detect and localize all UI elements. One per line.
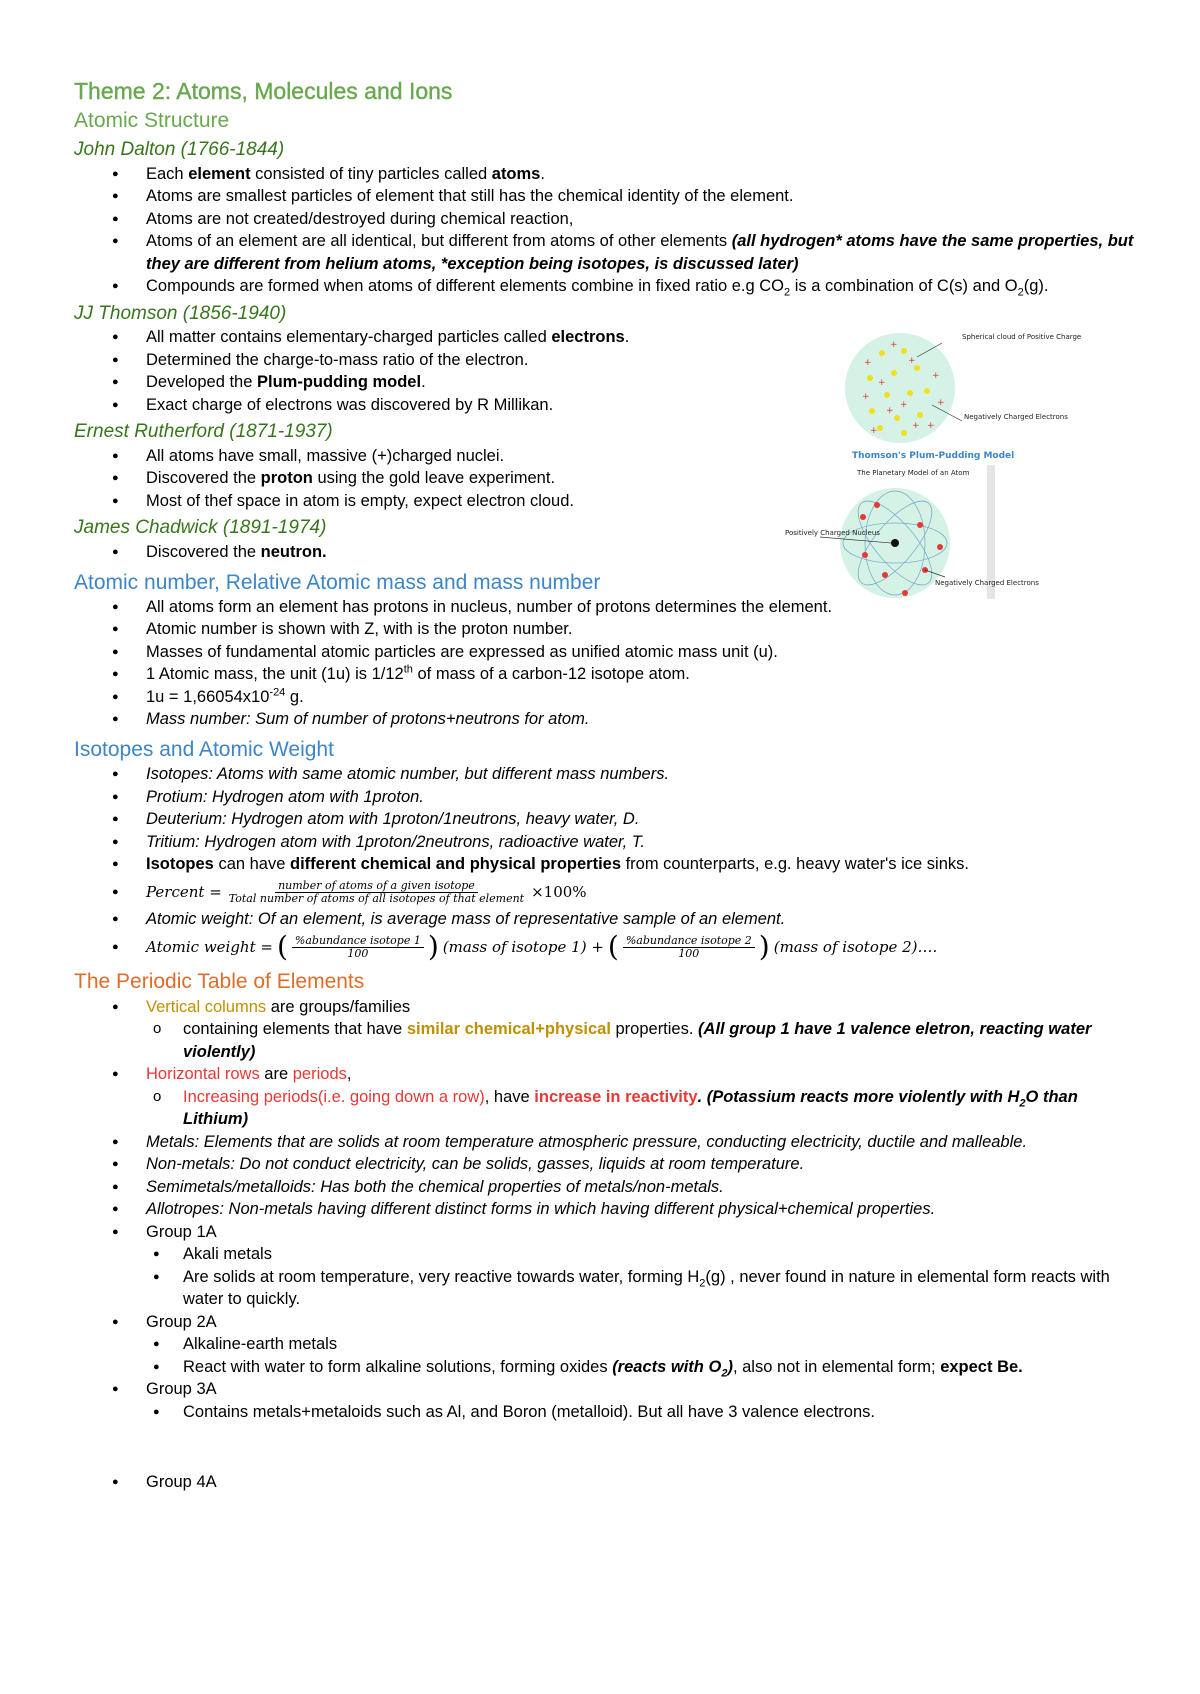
list-item: ● Atoms are not created/destroyed during chemical reaction, xyxy=(74,208,1134,231)
periodic-list xyxy=(74,996,1134,1424)
list-item: ● Group 3A xyxy=(74,1378,1134,1401)
list-item: ● Isotopes can have different chemical and physical properties from counterparts, e.g. heavy water's ice sinks. xyxy=(74,853,1134,876)
fig-label-electrons: Negatively Charged Electrons xyxy=(935,579,1039,587)
list-subitem: ● Are solids at room temperature, very reactive towards water, forming $H_2(g)$ , never found in nature in elemental form reacts with water to quickly. xyxy=(74,1266,1134,1311)
section-atomic-structure: Atomic Structure xyxy=(74,108,230,132)
list-item: ● Most of thef space in atom is empty, expect electron cloud. xyxy=(74,490,1134,513)
document-page xyxy=(74,70,1134,1494)
list-item: ● Exact charge of electrons was discovered by R Millikan. xyxy=(74,394,1134,417)
list-subitem: o Increasing periods(i.e. going down a row), have increase in reactivity. (Potassium reacts more violently with $H_2O$ than Lithium) xyxy=(74,1086,1134,1131)
list-item: ● All atoms form an element has protons in nucleus, number of protons determines the element. xyxy=(74,596,1134,619)
heading-rutherford: Ernest Rutherford (1871-1937) xyxy=(74,421,333,443)
list-item: ● Tritium: Hydrogen atom with 1proton/2neutrons, radioactive water, T. xyxy=(74,831,1134,854)
list-item: ● All matter contains elementary-charged particles called electrons. xyxy=(74,326,1134,349)
svg-text:+: + xyxy=(937,398,945,408)
list-item: ● Group 2A xyxy=(74,1311,1134,1334)
svg-text:+: + xyxy=(900,400,908,410)
list-item: ● Masses of fundamental atomic particles are expressed as unified atomic mass unit (u). xyxy=(74,641,1134,664)
svg-text:+: + xyxy=(886,406,894,416)
list-item: ● Atomic weight: Of an element, is average mass of representative sample of an element. xyxy=(74,908,1134,931)
svg-text:+: + xyxy=(908,356,916,366)
list-subitem: ● Alkaline-earth metals xyxy=(74,1333,1134,1356)
chadwick-list xyxy=(74,541,1134,564)
list-item: ● Mass number: Sum of number of protons+neutrons for atom. xyxy=(74,708,1134,731)
section-atomic-number: Atomic number, Relative Atomic mass and mass number xyxy=(74,570,601,594)
svg-text:+: + xyxy=(912,421,920,431)
list-subitem: ● Akali metals xyxy=(74,1243,1134,1266)
svg-text:+: + xyxy=(870,426,878,436)
percent-equation: ● Percent = $\frac{\text{number of atoms of a given isotope}}{\text{Total number of atoms of all isotopes of that element}}$ ×100% xyxy=(74,876,1134,909)
heading-dalton: John Dalton (1766-1844) xyxy=(74,138,285,160)
list-item: ● Atomic number is shown with Z, with is the proton number. xyxy=(74,618,1134,641)
list-item: ● Developed the Plum-pudding model. xyxy=(74,371,1134,394)
list-item: ● Vertical columns are groups/families xyxy=(74,996,1134,1019)
atomic-weight-equation: ● Atomic weight = ( $\frac{\text{\%abundance isotope 1}}{100}$ ) (mass of isotope 1) + ( $\frac{\text{\%abundance isotope 2}}{100}$ ) (mass of isotope 2)…. xyxy=(74,931,1134,964)
heading-chadwick: James Chadwick (1891-1974) xyxy=(74,517,327,539)
page-title: Theme 2: Atoms, Molecules and Ions xyxy=(74,78,453,104)
list-subitem: ● Contains metals+metaloids such as Al, and Boron (metalloid). But all have 3 valence electrons. xyxy=(74,1401,1134,1424)
list-item: ● Protium: Hydrogen atom with 1proton. xyxy=(74,786,1134,809)
list-item: ● $1u = 1,66054x10^{-24}$ g. xyxy=(74,686,1134,709)
spacer xyxy=(74,1423,1134,1471)
svg-text:+: + xyxy=(932,371,940,381)
list-item: ● Determined the charge-to-mass ratio of the electron. xyxy=(74,349,1134,372)
list-item: ● Group 1A xyxy=(74,1221,1134,1244)
list-item: ● 1 Atomic mass, the unit (1u) is 1/12th of mass of a carbon-12 isotope atom. xyxy=(74,663,1134,686)
list-item: ● Non-metals: Do not conduct electricity, can be solids, gasses, liquids at room temperature. xyxy=(74,1153,1134,1176)
heading-thomson: JJ Thomson (1856-1940) xyxy=(74,302,287,324)
list-item: ● Isotopes: Atoms with same atomic number, but different mass numbers. xyxy=(74,763,1134,786)
list-item: ● Horizontal rows are periods, xyxy=(74,1063,1134,1086)
list-item: ● Metals: Elements that are solids at room temperature atmospheric pressure, conducting electricity, ductile and malleable. xyxy=(74,1131,1134,1154)
svg-text:+: + xyxy=(878,378,886,388)
dalton-list xyxy=(74,163,1134,298)
periodic-list-continued xyxy=(74,1471,1134,1494)
list-item: ● Discovered the neutron. xyxy=(74,541,1134,564)
list-item: ● Atoms of an element are all identical, but different from atoms of other elements (all hydrogen* atoms have the same properties, but they are different from helium atoms, *exception being isotopes, is discussed later) xyxy=(74,230,1134,275)
list-item: ● Discovered the proton using the gold leave experiment. xyxy=(74,467,1134,490)
list-item: ● Each element consisted of tiny particles called atoms. xyxy=(74,163,1134,186)
list-item: ● Semimetals/metalloids: Has both the chemical properties of metals/non-metals. xyxy=(74,1176,1134,1199)
fig-label-nucleus: Positively Charged Nucleus xyxy=(785,529,880,537)
rutherford-list xyxy=(74,445,1134,513)
fig-title: The Planetary Model of an Atom xyxy=(857,469,970,477)
list-item: ● Compounds are formed when atoms of different elements combine in fixed ratio e.g $CO_2$ is a combination of C(s) and $O_2(g)$. xyxy=(74,275,1134,298)
svg-text:+: + xyxy=(890,340,898,350)
list-subitem: o containing elements that have similar chemical+physical properties. (All group 1 have 1 valence eletron, reacting water violently) xyxy=(74,1018,1134,1063)
list-item: ● Allotropes: Non-metals having different distinct forms in which having different physical+chemical properties. xyxy=(74,1198,1134,1221)
fig-label-cloud: Spherical cloud of Positive Charge xyxy=(962,333,1082,341)
section-isotopes: Isotopes and Atomic Weight xyxy=(74,737,334,761)
fig-caption: Thomson's Plum-Pudding Model xyxy=(852,451,1015,461)
section-periodic-table: The Periodic Table of Elements xyxy=(74,970,365,994)
atomic-number-list xyxy=(74,596,1134,731)
isotopes-list xyxy=(74,763,1134,963)
svg-text:+: + xyxy=(864,358,872,368)
fig-label-electron: Negatively Charged Electrons xyxy=(964,413,1068,421)
svg-text:+: + xyxy=(927,421,935,431)
list-item: ● Deuterium: Hydrogen atom with 1proton/1neutrons, heavy water, D. xyxy=(74,808,1134,831)
list-item: ● Atoms are smallest particles of element that still has the chemical identity of the element. xyxy=(74,185,1134,208)
thomson-list xyxy=(74,326,1134,416)
list-subitem: ● React with water to form alkaline solutions, forming oxides (reacts with $O_2$), also not in elemental form; expect Be. xyxy=(74,1356,1134,1379)
list-item: ● All atoms have small, massive (+)charged nuclei. xyxy=(74,445,1134,468)
list-item: ● Group 4A xyxy=(74,1471,1134,1494)
svg-text:+: + xyxy=(862,392,870,402)
